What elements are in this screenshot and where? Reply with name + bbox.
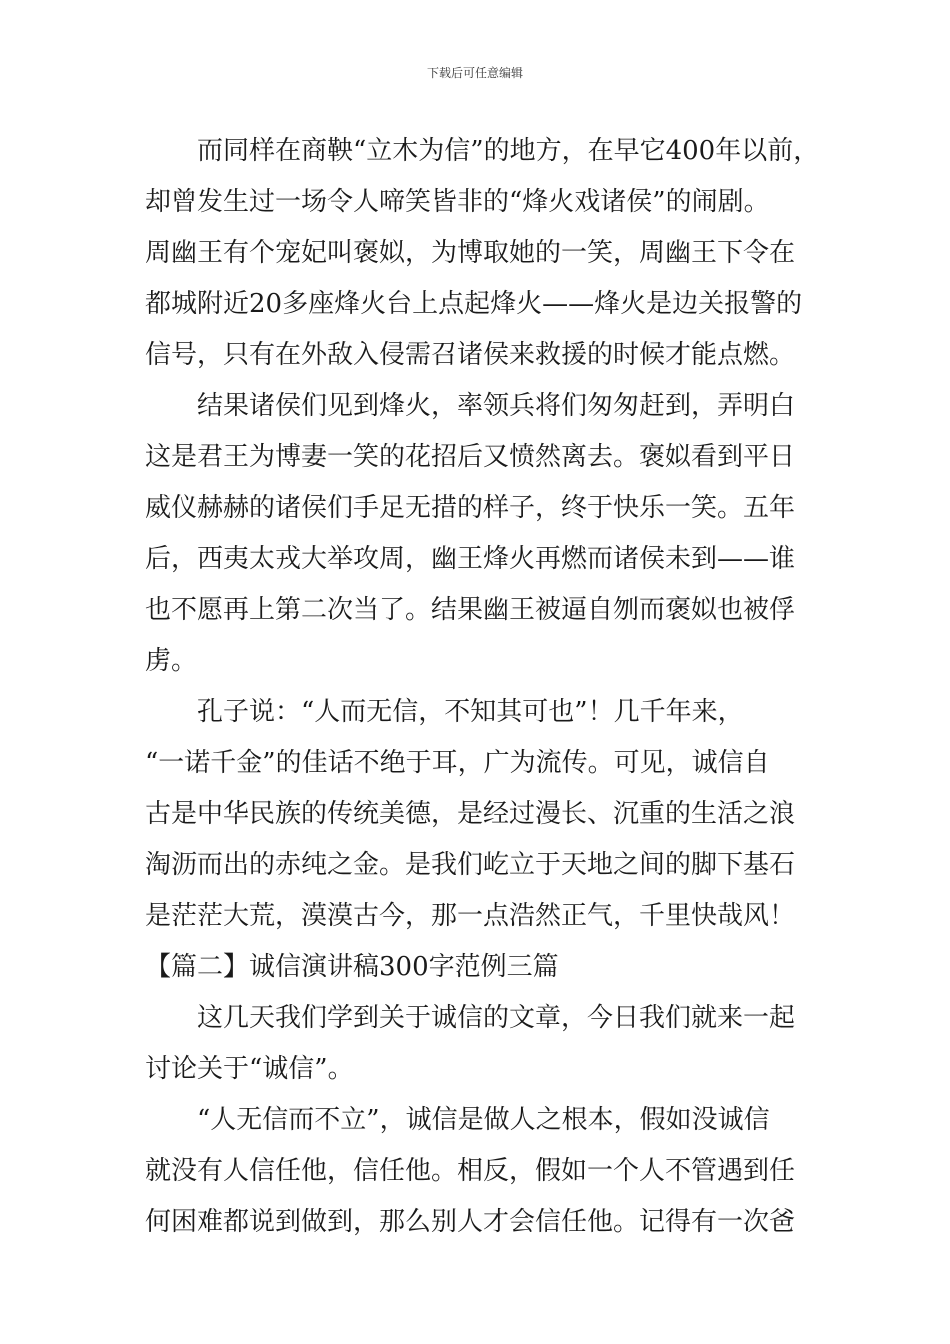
text-line: 周幽王有个宠妃叫褒姒，为博取她的一笑，周幽王下令在	[145, 238, 796, 268]
text-line: 讨论关于“诚信”。	[145, 1054, 354, 1084]
document-body	[145, 126, 820, 1248]
text-line: 都城附近20多座烽火台上点起烽火——烽火是边关报警的	[145, 289, 803, 319]
text-line: “一诺千金”的佳话不绝于耳，广为流传。可见，诚信自	[145, 748, 770, 778]
text-line: 虏。	[145, 646, 198, 676]
text-line: 也不愿再上第二次当了。结果幽王被逼自刎而褒姒也被俘	[145, 595, 796, 625]
text-line: 结果诸侯们见到烽火，率领兵将们匆匆赶到，弄明白	[197, 391, 796, 421]
text-line: 这是君王为博妻一笑的花招后又愤然离去。褒姒看到平日	[145, 442, 796, 472]
text-line: 是茫茫大荒，漠漠古今，那一点浩然正气，千里快哉风！	[145, 901, 796, 931]
text-line: 后，西夷太戎大举攻周，幽王烽火再燃而诸侯未到——谁	[145, 544, 796, 574]
text-line: 就没有人信任他，信任他。相反，假如一个人不管遇到任	[145, 1156, 796, 1186]
text-line: “人无信而不立”，诚信是做人之根本，假如没诚信	[197, 1105, 770, 1135]
text-line: 古是中华民族的传统美德，是经过漫长、沉重的生活之浪	[145, 799, 796, 829]
page-header-note: 下载后可任意编辑	[426, 66, 523, 80]
text-line: 孔子说：“人而无信，不知其可也”！几千年来，	[197, 697, 744, 727]
section-heading: 【篇二】诚信演讲稿300字范例三篇	[145, 952, 559, 982]
text-line: 却曾发生过一场令人啼笑皆非的“烽火戏诸侯”的闹剧。	[145, 187, 770, 217]
text-line: 何困难都说到做到，那么别人才会信任他。记得有一次爸	[145, 1207, 796, 1237]
text-line: 信号，只有在外敌入侵需召诸侯来救援的时候才能点燃。	[145, 340, 796, 370]
text-line: 淘沥而出的赤纯之金。是我们屹立于天地之间的脚下基石	[145, 850, 796, 880]
text-line: 这几天我们学到关于诚信的文章，今日我们就来一起	[197, 1003, 796, 1033]
text-line: 而同样在商鞅“立木为信”的地方，在早它400年以前，	[197, 136, 820, 166]
text-line: 威仪赫赫的诸侯们手足无措的样子，终于快乐一笑。五年	[145, 493, 796, 523]
